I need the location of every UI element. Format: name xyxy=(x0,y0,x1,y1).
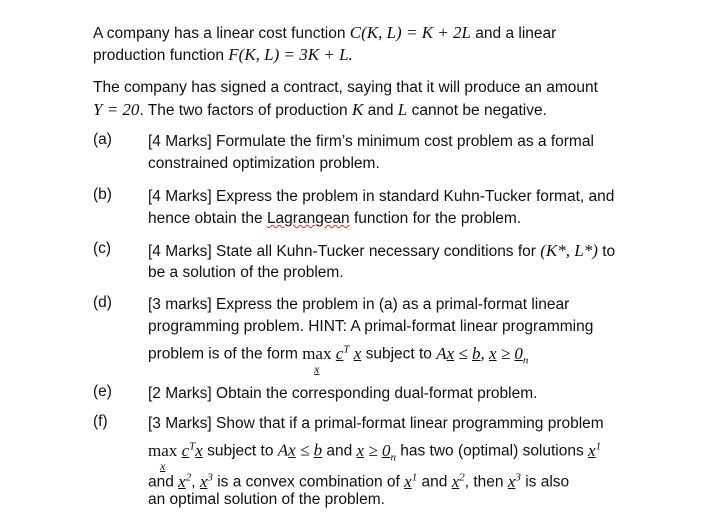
max-operator: max x xyxy=(302,343,332,376)
intro-line-3: The company has signed a contract, saying that it will produce an amount xyxy=(93,79,598,96)
spellcheck-word: Lagrangean xyxy=(266,210,350,227)
production-function: F(K, L) = 3K + L. xyxy=(228,45,353,64)
question-f-label: (f) xyxy=(93,413,108,430)
intro-line-1 xyxy=(93,22,556,45)
solution-point: (K*, L*) xyxy=(540,241,598,260)
question-b-line-1: [4 Marks] Express the problem in standard Kuhn-Tucker format, and xyxy=(148,188,615,205)
question-f-line-2: max x $c^Tx$ subject to Ax ≤ b and $x \ge 0_n$ has two (optimal) solutions $x^1$ xyxy=(148,440,602,473)
question-a-label: (a) xyxy=(93,131,112,148)
question-d-line-2: programming problem. HINT: A primal-format linear programming xyxy=(148,318,594,335)
question-d-line-1: [3 marks] Express the problem in (a) as a primal-format linear xyxy=(148,296,570,313)
primal-constraints: Ax ≤ b, $x \ge 0_n$ xyxy=(436,343,529,367)
question-f-line-1: [3 Marks] Show that if a primal-format linear programming problem xyxy=(148,415,604,432)
question-b-line-2 xyxy=(148,208,521,230)
question-text: hence obtain the xyxy=(148,210,267,227)
question-text: subject to xyxy=(202,442,278,460)
question-text: is also xyxy=(520,473,570,491)
question-e-label: (e) xyxy=(93,383,112,400)
question-a-line-2: constrained optimization problem. xyxy=(148,155,380,172)
question-text: [4 Marks] State all Kuhn-Tucker necessary conditions for xyxy=(148,243,541,260)
question-text: is a convex combination of xyxy=(212,473,405,491)
intro-text: and xyxy=(363,102,398,119)
question-c-line-1 xyxy=(148,240,615,263)
intro-line-4 xyxy=(93,99,547,122)
intro-text: A company has a linear cost function xyxy=(93,25,350,42)
question-d-label: (d) xyxy=(93,294,112,311)
intro-text: and a linear xyxy=(470,25,557,42)
question-text: and xyxy=(148,473,179,491)
intro-text: cannot be negative. xyxy=(407,102,547,119)
question-text: function for the problem. xyxy=(349,210,522,227)
question-text: and xyxy=(417,473,452,491)
intro-text: . The two factors of production xyxy=(139,102,352,119)
question-text: and xyxy=(322,442,357,460)
question-text: to xyxy=(597,243,616,260)
factor-l: L xyxy=(397,100,408,119)
intro-text: production function xyxy=(93,47,229,64)
question-text: has two (optimal) solutions xyxy=(395,442,589,460)
question-text: subject to xyxy=(361,345,437,363)
output-amount: Y = 20 xyxy=(93,100,140,119)
question-text: problem is of the form xyxy=(148,345,303,363)
factor-k: K xyxy=(351,100,364,119)
question-d-line-3: problem is of the form max x $c^T$ x subject to Ax ≤ b, $x \ge 0_n$ xyxy=(148,343,529,376)
question-b-label: (b) xyxy=(93,186,112,203)
question-f-line-3: and $x^2$, $x^3$ is a convex combination of $x^1$ and $x^2$, then $x^3$ is also xyxy=(148,471,570,491)
question-c-line-2: be a solution of the problem. xyxy=(148,264,344,281)
max-operator: max x xyxy=(148,440,178,473)
question-text: , then xyxy=(464,473,508,491)
question-c-label: (c) xyxy=(93,240,112,257)
intro-line-2 xyxy=(93,44,353,67)
question-f-line-4: an optimal solution of the problem. xyxy=(148,491,385,508)
question-e-line-1: [2 Marks] Obtain the corresponding dual-format problem. xyxy=(148,385,538,402)
question-a-line-1: [4 Marks] Formulate the firm’s minimum cost problem as a formal xyxy=(148,133,594,150)
cost-function: C(K, L) = K + 2L xyxy=(349,23,471,42)
